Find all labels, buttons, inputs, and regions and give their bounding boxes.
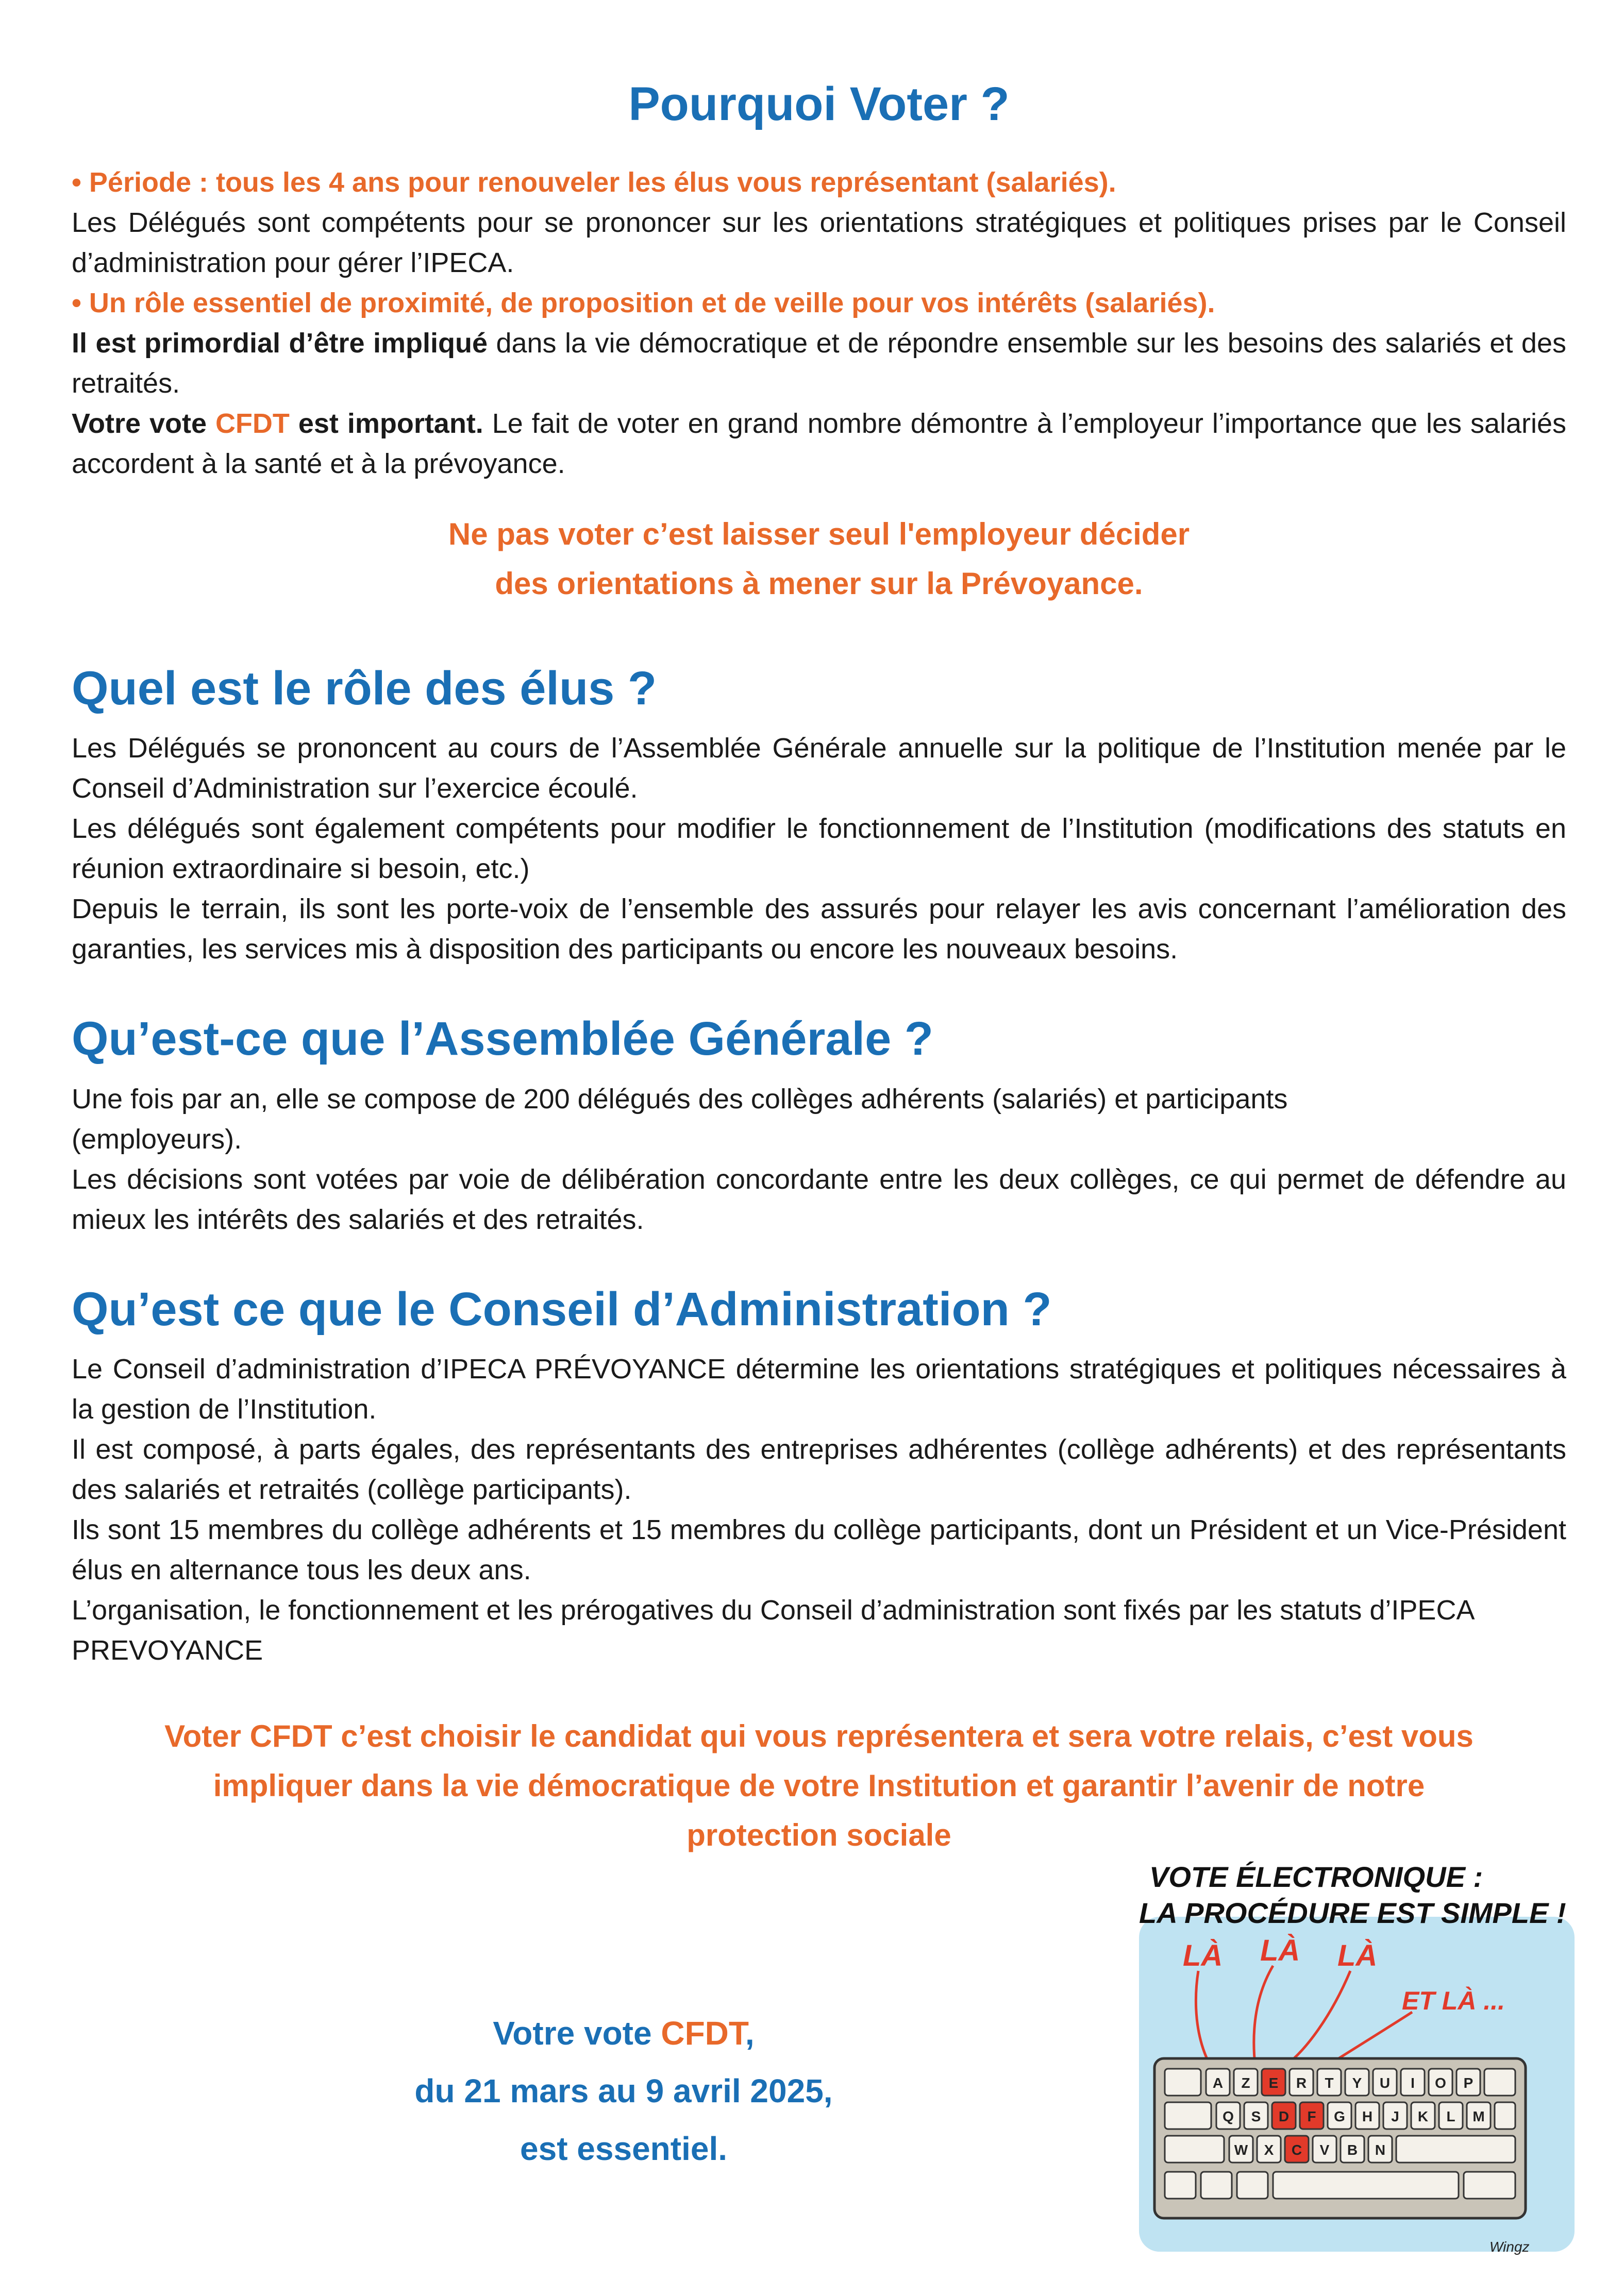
paragraph-conseil-4: L’organisation, le fonctionnement et les prérogatives du Conseil d’administration sont fixés par les statuts d’IPECA PREVOYANCE bbox=[72, 1595, 1474, 1666]
keyboard-bottom-key bbox=[1165, 2172, 1196, 2199]
cartoon-label-la-1: LÀ bbox=[1183, 1939, 1223, 1972]
paragraph-role-1: Les Délégués se prononcent au cours de l’Assemblée Générale annuelle sur la politique de l’Institution menée par le Conseil d’Administration sur l’exercice écoulé. bbox=[72, 733, 1566, 804]
keyboard-key-label: O bbox=[1435, 2075, 1446, 2091]
cartoon-label-la-2: LÀ bbox=[1260, 1934, 1300, 1967]
callout-line-1: Ne pas voter c’est laisser seul l'employeur décider bbox=[448, 517, 1190, 551]
keyboard-modifier-key bbox=[1165, 2102, 1211, 2129]
keyboard-key-label: M bbox=[1472, 2108, 1485, 2124]
keyboard-key-label: Z bbox=[1241, 2075, 1250, 2091]
keyboard-bottom-key bbox=[1464, 2172, 1515, 2199]
document-page bbox=[72, 77, 1566, 1860]
cartoon-signature: Wingz bbox=[1489, 2239, 1530, 2255]
final-line-1 bbox=[309, 2004, 938, 2062]
paragraph-assemblee-1 bbox=[72, 1079, 1566, 1159]
page-title: Pourquoi Voter ? bbox=[628, 78, 1010, 130]
keyboard-key-label: V bbox=[1319, 2142, 1330, 2158]
keyboard-modifier-key bbox=[1165, 2069, 1201, 2096]
cartoon-keyboard bbox=[1154, 2058, 1526, 2218]
keyboard-key-label: A bbox=[1212, 2075, 1224, 2091]
paragraph-assemblee-2: Les décisions sont votées par voie de délibération concordante entre les deux collèges, ce qui permet de défendre au mieux les intérêts des salariés et des retraités. bbox=[72, 1163, 1566, 1235]
keyboard-modifier-key bbox=[1165, 2136, 1224, 2163]
keyboard-key-label: C bbox=[1291, 2142, 1302, 2158]
callout-ne-pas-voter bbox=[72, 510, 1566, 609]
final-dates: du 21 mars au 9 avril 2025, bbox=[414, 2072, 833, 2109]
keyboard-key-label: Q bbox=[1223, 2108, 1234, 2124]
final-essentiel: est essentiel. bbox=[520, 2130, 727, 2167]
keyboard-key-label: L bbox=[1446, 2108, 1455, 2124]
keyboard-bottom-key bbox=[1201, 2172, 1232, 2199]
keyboard-key-label: B bbox=[1347, 2142, 1358, 2158]
keyboard-key-label: J bbox=[1391, 2108, 1399, 2124]
final-vote-message bbox=[309, 2004, 938, 2177]
keyboard-right-key bbox=[1495, 2102, 1515, 2129]
paragraph-conseil-2: Il est composé, à parts égales, des représentants des entreprises adhérentes (collège adhérents) et des représentants des salariés et retraités (collège participants). bbox=[72, 1434, 1566, 1506]
paragraph-conseil-1: Le Conseil d’administration d’IPECA PRÉVOYANCE détermine les orientations stratégiques et politiques nécessaires à la gestion de l’Institution. bbox=[72, 1354, 1566, 1425]
keyboard-key-label: U bbox=[1379, 2075, 1391, 2091]
closing-line-2: impliquer dans la vie démocratique de votre Institution et garantir l’avenir de notre bbox=[213, 1768, 1425, 1803]
section-title-role: Quel est le rôle des élus ? bbox=[72, 662, 657, 715]
keyboard-key-label: P bbox=[1463, 2075, 1474, 2091]
paragraph-delegues-competents: Les Délégués sont compétents pour se prononcer sur les orientations stratégiques et politiques prises par le Conseil d’administration pour gérer l’IPECA. bbox=[72, 207, 1566, 278]
keyboard-key-label: X bbox=[1264, 2142, 1274, 2158]
cartoon-title-line-1: VOTE ÉLECTRONIQUE : bbox=[1149, 1861, 1483, 1893]
closing-statement bbox=[72, 1712, 1566, 1860]
keyboard-key-label: I bbox=[1411, 2075, 1415, 2091]
keyboard-right-key bbox=[1396, 2136, 1515, 2163]
bullet-period: • Période : tous les 4 ans pour renouveler les élus vous représentant (salariés). bbox=[72, 167, 1116, 198]
final-cfdt: CFDT bbox=[661, 2015, 745, 2052]
cartoon-electronic-vote bbox=[1134, 1855, 1577, 2257]
keyboard-space-bar bbox=[1273, 2172, 1459, 2199]
keyboard-key-label: H bbox=[1362, 2108, 1373, 2124]
keyboard-bottom-key bbox=[1237, 2172, 1268, 2199]
callout-line-2: des orientations à mener sur la Prévoyance. bbox=[495, 566, 1143, 601]
section-title-conseil: Qu’est ce que le Conseil d’Administration ? bbox=[72, 1282, 1052, 1336]
paragraph-role-2: Les délégués sont également compétents pour modifier le fonctionnement de l’Institution (modifications des statuts en réunion extraordinaire si besoin, etc.) bbox=[72, 813, 1566, 885]
bold-votre-vote: Votre vote bbox=[72, 408, 215, 439]
paragraph-primordial bbox=[72, 323, 1566, 403]
keyboard-right-key bbox=[1484, 2069, 1515, 2096]
paragraph-vote-important bbox=[72, 403, 1566, 484]
keyboard-key-label: Y bbox=[1352, 2075, 1362, 2091]
cartoon-label-et-la: ET LÀ ... bbox=[1402, 1986, 1505, 2015]
assemblee-line-1: Une fois par an, elle se compose de 200 délégués des collèges adhérents (salariés) et participants bbox=[72, 1083, 1288, 1115]
bold-est-important: est important. bbox=[289, 408, 483, 439]
keyboard-key-label: G bbox=[1334, 2108, 1345, 2124]
final-comma: , bbox=[745, 2015, 755, 2052]
keyboard-key-label: R bbox=[1296, 2075, 1307, 2091]
paragraph-conseil-3: Ils sont 15 membres du collège adhérents et 15 membres du collège participants, dont un Président et un Vice-Président élus en alternance tous les deux ans. bbox=[72, 1514, 1566, 1586]
closing-line-1: Voter CFDT c’est choisir le candidat qui vous représentera et sera votre relais, c’est vous bbox=[164, 1719, 1474, 1754]
assemblee-line-2: (employeurs). bbox=[72, 1123, 242, 1155]
cartoon-title-line-2: LA PROCÉDURE EST SIMPLE ! bbox=[1139, 1897, 1566, 1929]
section-title-assemblee: Qu’est-ce que l’Assemblée Générale ? bbox=[72, 1012, 933, 1066]
cartoon-label-la-3: LÀ bbox=[1337, 1939, 1378, 1972]
keyboard-key-label: T bbox=[1325, 2075, 1334, 2091]
keyboard-key-label: N bbox=[1375, 2142, 1386, 2158]
final-votre-vote: Votre vote bbox=[493, 2015, 661, 2052]
keyboard-key-label: W bbox=[1234, 2142, 1248, 2158]
keyboard-key-label: K bbox=[1417, 2108, 1429, 2124]
bullet-role-essentiel: • Un rôle essentiel de proximité, de proposition et de veille pour vos intérêts (salariés). bbox=[72, 288, 1215, 318]
keyboard-key-label: F bbox=[1307, 2108, 1316, 2124]
paragraph-role-3: Depuis le terrain, ils sont les porte-voix de l’ensemble des assurés pour relayer les avis concernant l’amélioration des garanties, les services mis à disposition des participants ou encore les nouveaux besoins. bbox=[72, 893, 1566, 965]
text-vote-important-rest: Le fait de voter en grand nombre démontre à l’employeur l’importance que les salariés accordent à la santé et à la prévoyance. bbox=[72, 408, 1567, 479]
closing-line-3: protection sociale bbox=[687, 1818, 951, 1853]
bold-primordial: Il est primordial d’être impliqué bbox=[72, 328, 488, 359]
keyboard-key-label: S bbox=[1251, 2108, 1261, 2124]
cfdt-highlight: CFDT bbox=[215, 408, 290, 439]
text-primordial-rest: dans la vie démocratique et de répondre ensemble sur les besoins des salariés et des retraités. bbox=[72, 328, 1566, 399]
keyboard-key-label: D bbox=[1278, 2108, 1290, 2124]
keyboard-key-label: E bbox=[1268, 2075, 1279, 2091]
